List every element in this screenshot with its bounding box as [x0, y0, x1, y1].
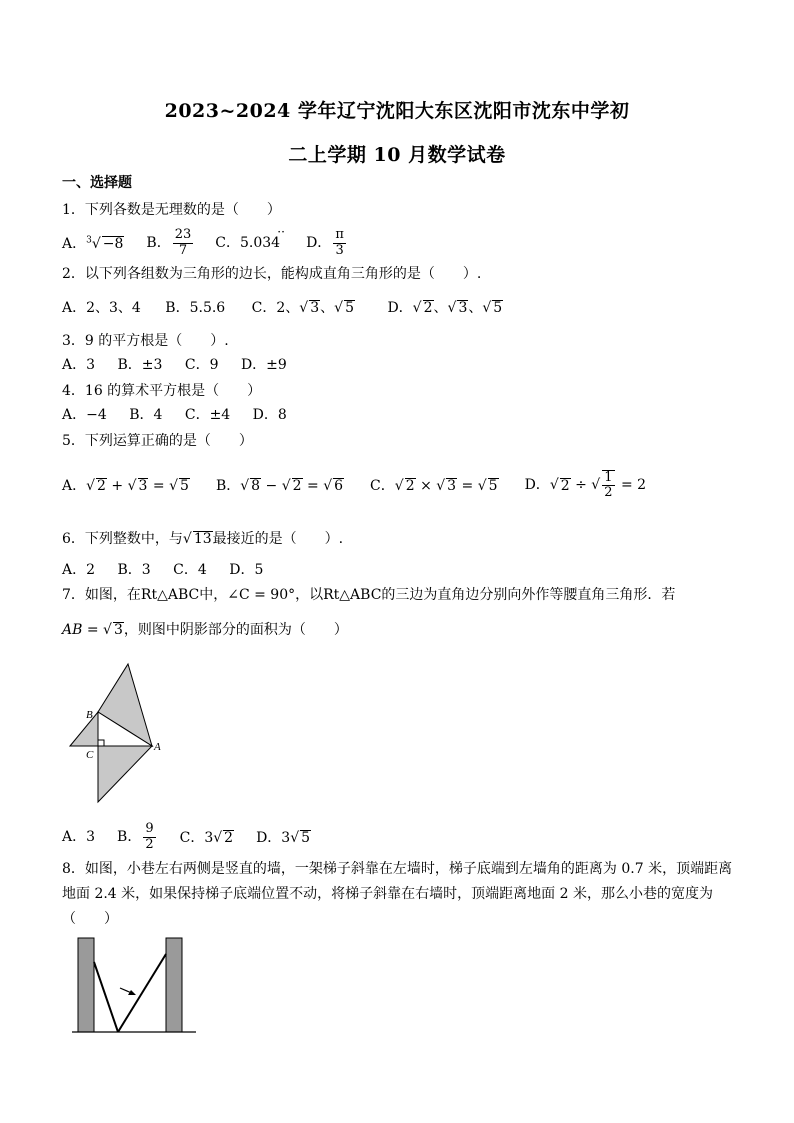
question-7-options — [62, 818, 311, 856]
square-on-bc-shaded — [70, 712, 98, 746]
label-b: B — [86, 709, 93, 721]
q5-option-c: C．√ 2 × √ 3 = √ 5 — [370, 477, 498, 494]
q5-option-a: A．√ 2 + √ 3 = √ 5 — [62, 477, 189, 494]
q2-option-a: A．2、3、4 — [62, 300, 141, 316]
q3-option-c: C．9 — [184, 357, 219, 373]
question-3-stem: 3．9 的平方根是（ ）. — [62, 333, 229, 349]
question-7-stem-line1: 7．如图，在Rt△ABC中，∠C = 90°，以Rt△ABC的三边为直角边分别向外作等腰直角三角形．若 — [62, 587, 676, 603]
q6-option-c: C．4 — [173, 562, 207, 578]
q4-option-c: C．±4 — [184, 407, 231, 423]
question-7-stem-line2: AB = √ 3，则图中阴影部分的面积为（ ） — [62, 622, 348, 638]
question-2-stem: 2．以下列各组数为三角形的边长，能构成直角三角形的是（ ）. — [62, 266, 482, 282]
q1-option-c: C．5.034 ·· — [215, 225, 285, 251]
q7-option-a: A．3 — [62, 829, 96, 845]
q5-option-d: D． √ 2 ÷ √ $\frac{1}{2}$ = 2 — [524, 469, 647, 500]
question-1-stem: 1．下列各数是无理数的是（ ） — [62, 202, 281, 218]
right-wall — [166, 938, 182, 1032]
q7-option-d: D．3√ 5 — [256, 829, 311, 846]
question-5-options — [62, 466, 646, 504]
question-2-options — [62, 300, 503, 315]
q7-triangle-figure — [62, 660, 172, 805]
exam-title-line1: 2023~2024 学年辽宁沈阳大东区沈阳市沈东中学初 — [164, 100, 630, 122]
question-6-stem: 6．下列整数中，与√ 13最接近的是（ ）. — [62, 531, 344, 547]
q3-option-d: D．±9 — [240, 357, 287, 373]
q6-option-a: A．2 — [62, 562, 96, 578]
question-8-stem-line2: 地面 2.4 米，如果保持梯子底端位置不动，将梯子斜靠在右墙时，顶端距离地面 2 米，那么小巷的宽度为 — [62, 886, 713, 902]
q3-option-a: A．3 — [62, 357, 96, 373]
q5-option-b: B．√ 8 − √ 2 = √ 6 — [215, 477, 344, 494]
question-8-stem-line3: （ ） — [62, 911, 118, 927]
q1-option-b: B． $\frac{23}{7}$ — [146, 227, 192, 258]
q7-option-b: B． $\frac{9}{2}$ — [117, 821, 154, 852]
section-heading: 一、选择题 — [62, 175, 132, 191]
q2-option-b: B．5.5.6 — [165, 300, 226, 316]
q3-option-b: B．±3 — [117, 357, 163, 373]
q2-option-c: C．2、√ 3、√ 5 — [251, 300, 354, 316]
label-a: A — [154, 741, 161, 753]
q6-option-d: D．5 — [229, 562, 264, 578]
q8-ladder-figure — [70, 934, 200, 1036]
question-3-options — [62, 358, 287, 372]
q1-option-d: D． $\frac{\pi}{3}$ — [306, 227, 344, 258]
q4-option-a: A．−4 — [62, 407, 107, 423]
label-c: C — [86, 749, 94, 761]
q6-option-b: B．3 — [117, 562, 151, 578]
question-6-options — [62, 563, 263, 577]
question-1-options — [62, 226, 348, 260]
exam-title-line2: 二上学期 10 月数学试卷 — [288, 144, 506, 166]
q2-option-d: D．√ 2、√ 3、√ 5 — [387, 300, 503, 316]
square-on-ac-shaded — [98, 746, 152, 802]
q4-option-b: B．4 — [129, 407, 163, 423]
ladder-right — [118, 954, 166, 1032]
left-wall — [78, 938, 94, 1032]
question-4-options — [62, 408, 287, 422]
question-8-stem-line1: 8．如图，小巷左右两侧是竖直的墙，一架梯子斜靠在左墙时，梯子底端到左墙角的距离为 0.7 米，顶端距离 — [62, 861, 733, 877]
q1-option-a: A．$^3$√ −8 — [62, 234, 124, 252]
question-5-stem: 5．下列运算正确的是（ ） — [62, 433, 253, 449]
q4-option-d: D．8 — [252, 407, 287, 423]
q7-option-c: C．3√ 2 — [179, 829, 234, 846]
ladder-left — [94, 962, 118, 1032]
question-4-stem: 4．16 的算术平方根是（ ） — [62, 383, 262, 399]
